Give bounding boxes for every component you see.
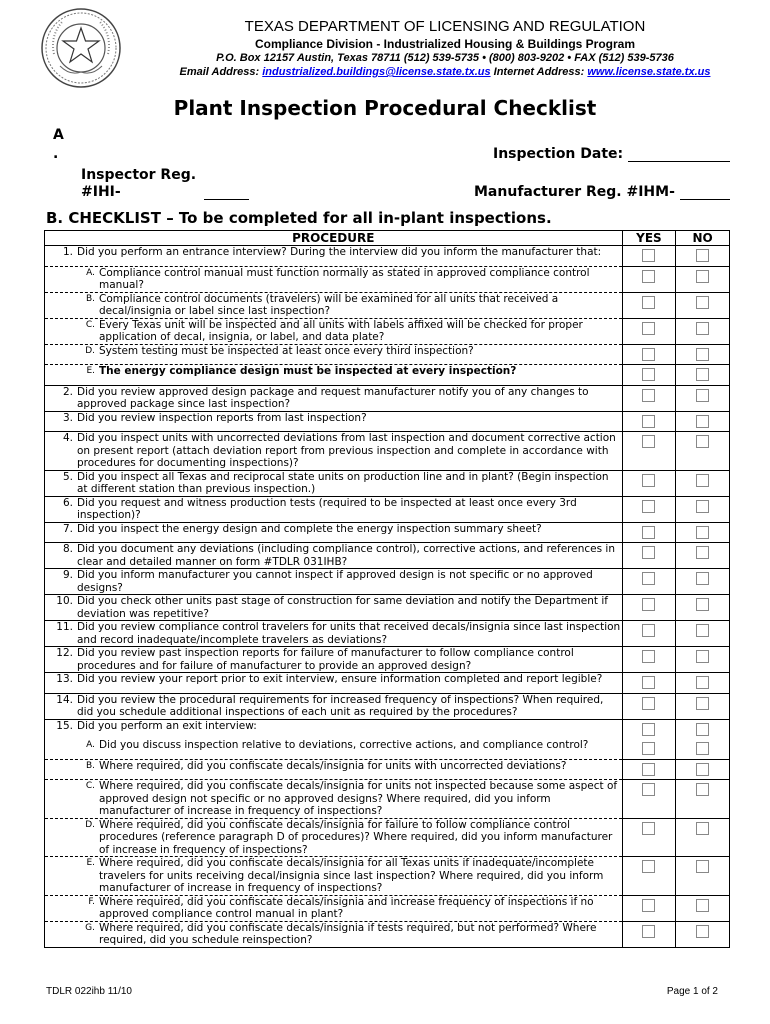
yes-cell <box>622 365 676 386</box>
procedure-cell <box>45 385 623 411</box>
checklist-row <box>45 693 730 719</box>
yes-cell <box>622 543 676 569</box>
procedure-text: Did you review past inspection reports for failure of manufacturer to follow compliance control procedures and for failure of manufacturer to provide an approved design? <box>77 647 574 672</box>
procedure-cell <box>45 365 623 386</box>
procedure-cell <box>45 543 623 569</box>
procedure-cell <box>45 818 623 857</box>
no-cell <box>676 647 730 673</box>
procedure-cell <box>45 292 623 318</box>
no-cell <box>676 543 730 569</box>
yes-checkbox[interactable] <box>642 572 655 585</box>
checklist-row <box>45 522 730 543</box>
procedure-cell <box>45 496 623 522</box>
no-cell <box>676 857 730 896</box>
item-number: 13. <box>56 673 73 685</box>
yes-cell <box>622 246 676 267</box>
procedure-text: Did you inform manufacturer you cannot inspect if approved design is not specific or no approved designs? <box>77 569 593 594</box>
procedure-text: Where required, did you confiscate decals/insignia for units with uncorrected deviations? <box>99 759 567 772</box>
yes-cell <box>622 569 676 595</box>
procedure-text: Where required, did you confiscate decals/insignia if tests required, but not performed? Where required, did you schedule reinspection? <box>99 921 597 946</box>
no-cell <box>676 292 730 318</box>
agency-name: TEXAS DEPARTMENT OF LICENSING AND REGULATION <box>244 18 646 35</box>
yes-checkbox[interactable] <box>642 500 655 513</box>
yes-checkbox[interactable] <box>642 723 655 736</box>
email-label: Email Address: <box>179 66 263 78</box>
procedure-cell <box>45 895 623 921</box>
item-number: 8. <box>62 543 73 555</box>
procedure-text: Did you review the procedural requirements for increased frequency of inspections? When required, did you schedule additional inspections of each unit as required by the procedures? <box>77 693 604 718</box>
item-letter: B. <box>85 760 95 771</box>
item-letter: E. <box>86 858 95 868</box>
yes-cell <box>622 693 676 719</box>
website-link[interactable]: www.license.state.tx.us <box>587 66 711 78</box>
item-number: 12. <box>56 647 73 659</box>
inspection-date-field[interactable] <box>628 161 730 162</box>
checklist-row <box>45 621 730 647</box>
no-cell <box>676 719 730 739</box>
no-checkbox[interactable] <box>696 389 709 402</box>
checklist-row <box>45 739 730 759</box>
yes-checkbox[interactable] <box>642 296 655 309</box>
yes-checkbox[interactable] <box>642 249 655 262</box>
no-checkbox[interactable] <box>696 296 709 309</box>
inspector-reg-label: Inspector Reg. <box>81 167 197 183</box>
section-a-dot: . <box>53 146 59 162</box>
item-number: 7. <box>62 522 73 535</box>
col-procedure: PROCEDURE <box>45 231 623 246</box>
no-cell <box>676 522 730 543</box>
yes-checkbox[interactable] <box>642 368 655 381</box>
yes-checkbox[interactable] <box>642 526 655 539</box>
yes-checkbox[interactable] <box>642 697 655 710</box>
no-checkbox[interactable] <box>696 598 709 611</box>
no-checkbox[interactable] <box>696 415 709 428</box>
item-number: 3. <box>62 411 73 424</box>
checklist-table <box>44 230 730 948</box>
procedure-cell <box>45 595 623 621</box>
yes-checkbox[interactable] <box>642 763 655 776</box>
checklist-row <box>45 246 730 267</box>
procedure-cell <box>45 470 623 496</box>
item-letter: A. <box>86 740 95 750</box>
internet-label: Internet Address: <box>490 66 588 78</box>
checklist-row <box>45 385 730 411</box>
checklist-row <box>45 719 730 739</box>
procedure-text: Did you review your report prior to exit interview, ensure information completed and report legible? <box>77 673 603 685</box>
yes-checkbox[interactable] <box>642 899 655 912</box>
checklist-row <box>45 292 730 318</box>
yes-cell <box>622 921 676 947</box>
no-cell <box>676 921 730 947</box>
no-checkbox[interactable] <box>696 723 709 736</box>
procedure-cell <box>45 411 623 432</box>
procedure-cell <box>45 759 623 780</box>
yes-checkbox[interactable] <box>642 822 655 835</box>
procedure-cell <box>45 246 623 267</box>
no-cell <box>676 673 730 694</box>
inspection-date-label: Inspection Date: <box>493 146 624 162</box>
no-checkbox[interactable] <box>696 500 709 513</box>
yes-checkbox[interactable] <box>642 415 655 428</box>
yes-cell <box>622 385 676 411</box>
checklist-row <box>45 470 730 496</box>
procedure-text: Did you review compliance control travelers for units that received decals/insignia since last inspection and record inadequate/incomplete travelers as deviations? <box>77 621 621 646</box>
section-b-heading: B. CHECKLIST – To be completed for all in-plant inspections. <box>46 209 552 227</box>
item-number: 2. <box>62 385 73 398</box>
procedure-cell <box>45 780 623 819</box>
item-number: 14. <box>56 693 73 706</box>
yes-cell <box>622 292 676 318</box>
item-number: 1. <box>62 246 73 258</box>
yes-checkbox[interactable] <box>642 389 655 402</box>
checklist-row <box>45 780 730 819</box>
procedure-text: Did you inspect all Texas and reciprocal state units on production line and in plant? (Begin inspection at different station than previous inspection.) <box>77 470 609 495</box>
item-letter: D. <box>85 819 95 830</box>
item-number: 15. <box>56 719 73 732</box>
procedure-cell <box>45 857 623 896</box>
procedure-cell <box>45 647 623 673</box>
yes-checkbox[interactable] <box>642 322 655 335</box>
item-number: 9. <box>62 569 73 581</box>
procedure-text: Did you review inspection reports from last inspection? <box>77 411 367 424</box>
contact-line <box>125 66 765 78</box>
checklist-row <box>45 432 730 471</box>
no-cell <box>676 411 730 432</box>
manufacturer-reg-label: Manufacturer Reg. #IHM- <box>474 184 675 200</box>
checklist-row <box>45 365 730 386</box>
procedure-text: The energy compliance design must be inspected at every inspection? <box>99 365 517 377</box>
no-checkbox[interactable] <box>696 822 709 835</box>
checklist-row <box>45 569 730 595</box>
checklist-row <box>45 595 730 621</box>
procedure-text: Where required, did you confiscate decals/insignia for all Texas units if inadequate/incomplete travelers for units receiving decal/insignia since last inspection? Where required, did you inform manufacturer of increase in frequency of inspections? <box>99 857 604 894</box>
no-cell <box>676 595 730 621</box>
yes-checkbox[interactable] <box>642 742 655 755</box>
yes-cell <box>622 318 676 344</box>
procedure-cell <box>45 921 623 947</box>
yes-cell <box>622 647 676 673</box>
yes-cell <box>622 621 676 647</box>
checklist-row <box>45 543 730 569</box>
yes-checkbox[interactable] <box>642 435 655 448</box>
item-letter: D. <box>85 345 95 356</box>
no-checkbox[interactable] <box>696 546 709 559</box>
procedure-cell <box>45 432 623 471</box>
no-cell <box>676 432 730 471</box>
procedure-cell <box>45 621 623 647</box>
no-cell <box>676 318 730 344</box>
no-cell <box>676 621 730 647</box>
section-a-label: A <box>53 127 64 143</box>
yes-checkbox[interactable] <box>642 783 655 796</box>
col-no: NO <box>676 231 730 246</box>
no-cell <box>676 780 730 819</box>
no-checkbox[interactable] <box>696 676 709 689</box>
email-link[interactable]: industrialized.buildings@license.state.tx.us <box>262 66 491 78</box>
no-cell <box>676 385 730 411</box>
procedure-text: Where required, did you confiscate decals/insignia for failure to follow compliance control procedures (reference paragraph D of procedures)? Where required, did you inform manufacturer of increase in frequency of inspections? <box>99 818 613 856</box>
page-number: Page 1 of 2 <box>666 986 718 997</box>
item-number: 6. <box>62 496 73 509</box>
no-checkbox[interactable] <box>696 783 709 796</box>
yes-checkbox[interactable] <box>642 650 655 663</box>
no-checkbox[interactable] <box>696 763 709 776</box>
yes-cell <box>622 759 676 780</box>
procedure-cell <box>45 719 623 739</box>
checklist-row <box>45 496 730 522</box>
address-line: P.O. Box 12157 Austin, Texas 78711 (512) 539-5735 • (800) 803-9202 • FAX (512) 539-5736 <box>216 52 674 64</box>
yes-cell <box>622 470 676 496</box>
yes-checkbox[interactable] <box>642 624 655 637</box>
procedure-cell <box>45 693 623 719</box>
procedure-cell <box>45 266 623 292</box>
page-title: Plant Inspection Procedural Checklist <box>173 96 597 120</box>
yes-cell <box>622 719 676 739</box>
item-letter: B. <box>85 293 95 304</box>
yes-cell <box>622 673 676 694</box>
yes-cell <box>622 780 676 819</box>
procedure-cell <box>45 522 623 543</box>
yes-cell <box>622 496 676 522</box>
no-checkbox[interactable] <box>696 270 709 283</box>
yes-checkbox[interactable] <box>642 676 655 689</box>
yes-checkbox[interactable] <box>642 270 655 283</box>
yes-cell <box>622 595 676 621</box>
yes-checkbox[interactable] <box>642 598 655 611</box>
item-letter: A. <box>86 267 95 278</box>
item-letter: G. <box>85 922 95 933</box>
yes-checkbox[interactable] <box>642 860 655 873</box>
yes-cell <box>622 895 676 921</box>
yes-cell <box>622 857 676 896</box>
inspector-reg-prefix: #IHI- <box>81 184 121 200</box>
checklist-row <box>45 318 730 344</box>
procedure-text: Did you perform an exit interview: <box>77 719 257 732</box>
item-letter: F. <box>88 896 95 907</box>
yes-checkbox[interactable] <box>642 925 655 938</box>
procedure-text: Every Texas unit will be inspected and all units with labels affixed will be checked for proper application of decal, insignia, or label, and data plate? <box>99 318 583 343</box>
col-yes: YES <box>622 231 676 246</box>
checklist-row <box>45 857 730 896</box>
no-checkbox[interactable] <box>696 742 709 755</box>
manufacturer-reg-field[interactable] <box>680 199 730 200</box>
no-checkbox[interactable] <box>696 368 709 381</box>
no-cell <box>676 496 730 522</box>
procedure-text: Compliance control documents (travelers) will be examined for all units that received a decal/insignia or label since last inspection? <box>99 292 559 317</box>
no-cell <box>676 344 730 365</box>
no-cell <box>676 569 730 595</box>
item-letter: E. <box>86 366 95 376</box>
no-checkbox[interactable] <box>696 322 709 335</box>
division-name: Compliance Division - Industrialized Housing & Buildings Program <box>254 37 636 51</box>
procedure-cell <box>45 569 623 595</box>
yes-cell <box>622 411 676 432</box>
no-cell <box>676 266 730 292</box>
yes-cell <box>622 432 676 471</box>
procedure-text: Did you perform an entrance interview? During the interview did you inform the manufacturer that: <box>77 246 602 258</box>
no-checkbox[interactable] <box>696 925 709 938</box>
yes-cell <box>622 739 676 759</box>
no-checkbox[interactable] <box>696 474 709 487</box>
checklist-row <box>45 895 730 921</box>
procedure-cell <box>45 673 623 694</box>
checklist-row <box>45 647 730 673</box>
checklist-row <box>45 673 730 694</box>
no-checkbox[interactable] <box>696 697 709 710</box>
procedure-cell <box>45 318 623 344</box>
no-checkbox[interactable] <box>696 860 709 873</box>
no-cell <box>676 818 730 857</box>
procedure-text: System testing must be inspected at least once every third inspection? <box>99 344 474 357</box>
yes-cell <box>622 818 676 857</box>
no-cell <box>676 693 730 719</box>
procedure-text: Did you discuss inspection relative to deviations, corrective actions, and compliance control? <box>99 739 589 751</box>
checklist-row <box>45 818 730 857</box>
item-number: 11. <box>56 621 73 633</box>
yes-cell <box>622 344 676 365</box>
item-letter: C. <box>85 319 95 330</box>
yes-checkbox[interactable] <box>642 546 655 559</box>
yes-checkbox[interactable] <box>642 348 655 361</box>
procedure-text: Did you inspect the energy design and complete the energy inspection summary sheet? <box>77 522 542 535</box>
no-cell <box>676 470 730 496</box>
item-number: 4. <box>62 432 73 444</box>
procedure-text: Did you document any deviations (including compliance control), corrective actions, and references in clear and detailed manner on form #TDLR 031IHB? <box>77 543 615 568</box>
no-checkbox[interactable] <box>696 899 709 912</box>
no-cell <box>676 759 730 780</box>
procedure-text: Where required, did you confiscate decals/insignia for units not inspected because some aspect of approved design not specific or no approved designs? Where required, did you inform manufacturer of increase in frequency of inspections? <box>99 780 618 817</box>
no-checkbox[interactable] <box>696 526 709 539</box>
procedure-text: Compliance control manual must function normally as stated in approved compliance control manual? <box>99 266 590 291</box>
no-checkbox[interactable] <box>696 650 709 663</box>
no-cell <box>676 246 730 267</box>
checklist-row <box>45 759 730 780</box>
yes-checkbox[interactable] <box>642 474 655 487</box>
checklist-row <box>45 266 730 292</box>
checklist-row <box>45 411 730 432</box>
procedure-text: Did you request and witness production tests (required to be inspected at least once every 3rd inspection)? <box>77 496 577 521</box>
no-cell <box>676 895 730 921</box>
inspector-reg-field[interactable] <box>204 199 249 200</box>
no-checkbox[interactable] <box>696 435 709 448</box>
no-checkbox[interactable] <box>696 624 709 637</box>
yes-cell <box>622 522 676 543</box>
no-cell <box>676 739 730 759</box>
procedure-cell <box>45 344 623 365</box>
form-id: TDLR 022ihb 11/10 <box>46 986 132 997</box>
no-checkbox[interactable] <box>696 572 709 585</box>
procedure-text: Did you review approved design package and request manufacturer notify you of any changes to approved package since last inspection? <box>77 385 589 410</box>
item-number: 10. <box>56 595 73 607</box>
yes-cell <box>622 266 676 292</box>
texas-state-seal-icon <box>40 6 122 90</box>
item-number: 5. <box>62 470 73 483</box>
procedure-text: Where required, did you confiscate decals/insignia and increase frequency of inspections if no approved compliance control manual in plant? <box>99 895 594 920</box>
procedure-text: Did you inspect units with uncorrected deviations from last inspection and document corrective action on present report (attach deviation report from previous inspection and complete in accordance with procedures for documenting inspections)? <box>77 432 616 469</box>
procedure-cell <box>45 739 623 759</box>
item-letter: C. <box>85 781 95 791</box>
no-checkbox[interactable] <box>696 348 709 361</box>
no-cell <box>676 365 730 386</box>
checklist-row <box>45 921 730 947</box>
no-checkbox[interactable] <box>696 249 709 262</box>
checklist-row <box>45 344 730 365</box>
procedure-text: Did you check other units past stage of construction for same deviation and notify the Department if deviation was repetitive? <box>77 595 608 620</box>
